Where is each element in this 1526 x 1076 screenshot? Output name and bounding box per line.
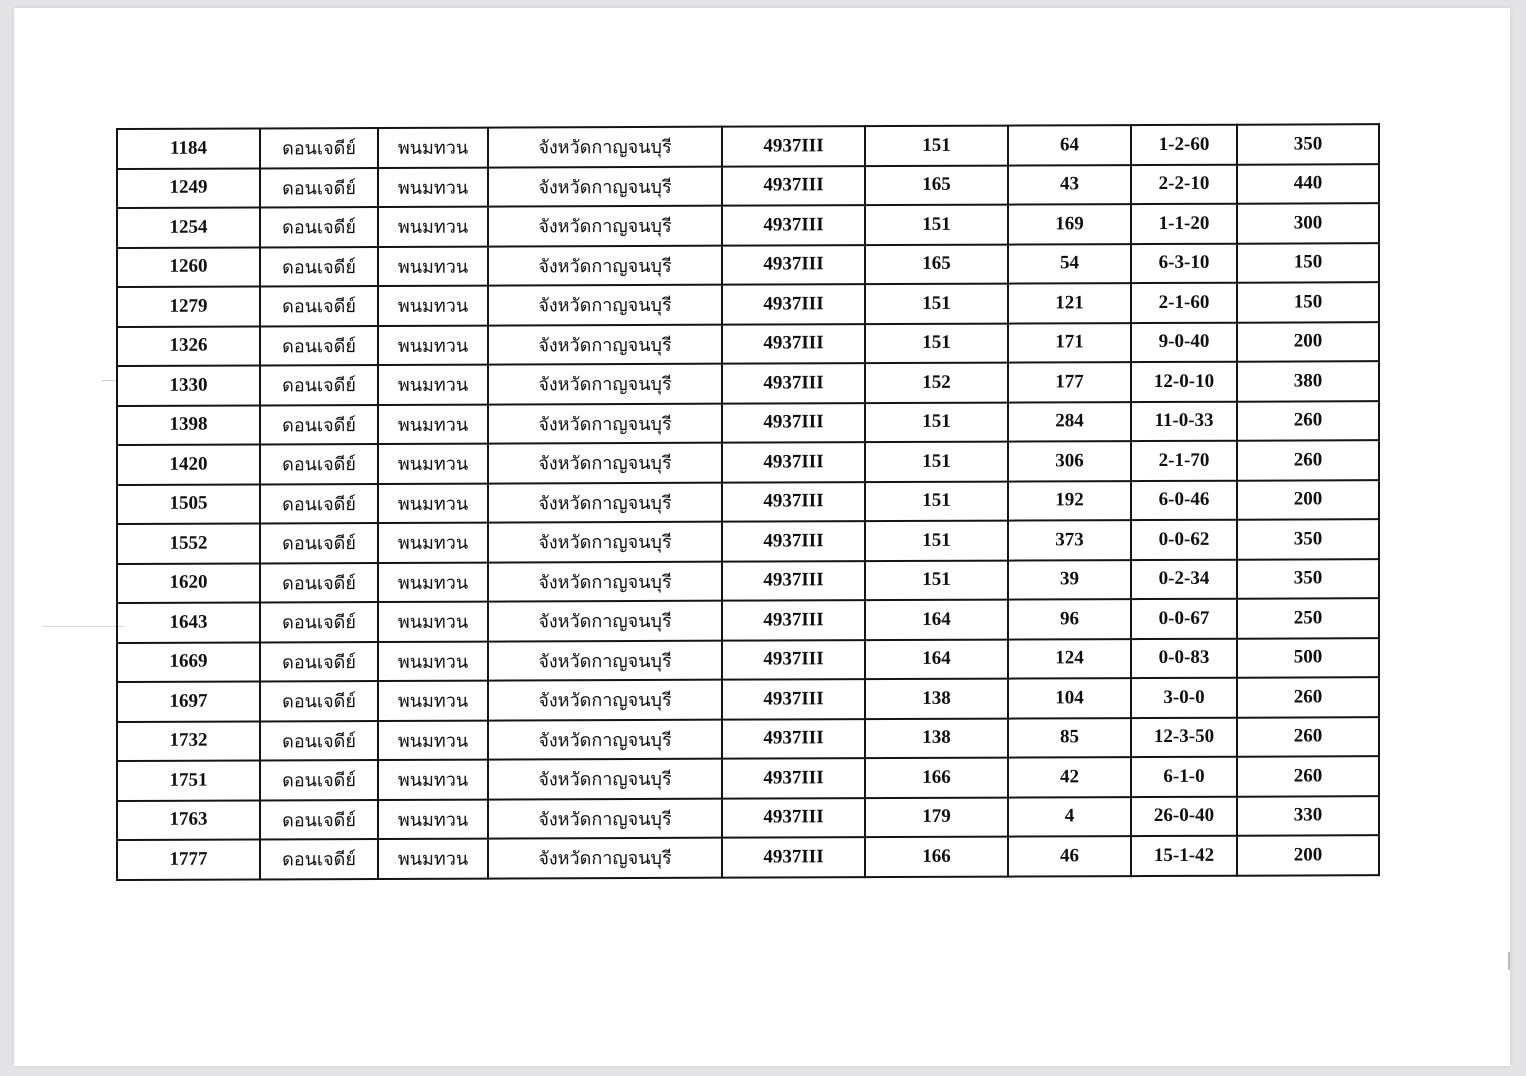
table-row [117, 796, 1379, 840]
survey-page-cell: 43 [1008, 165, 1131, 205]
subdistrict-cell: ดอนเจดีย์ [260, 483, 378, 523]
area-rai-ngan-wa-cell: 11-0-33 [1131, 401, 1237, 441]
parcel-number-cell: 1505 [117, 484, 260, 524]
district-cell: พนมทวน [378, 681, 488, 721]
price-cell: 200 [1237, 322, 1379, 362]
table-row [117, 282, 1379, 326]
price-cell: 500 [1237, 638, 1379, 678]
province-cell: จังหวัดกาญจนบุรี [488, 206, 722, 246]
sheet-index-cell: 165 [865, 165, 1008, 205]
map-sheet-cell: 4937III [722, 166, 865, 206]
area-rai-ngan-wa-cell: 6-3-10 [1131, 243, 1237, 283]
area-rai-ngan-wa-cell: 6-1-0 [1131, 757, 1237, 797]
subdistrict-cell: ดอนเจดีย์ [260, 325, 378, 365]
map-sheet-cell: 4937III [722, 837, 865, 877]
table-row [117, 835, 1379, 879]
sheet-index-cell: 164 [865, 600, 1008, 640]
scan-artifact-line [42, 626, 124, 627]
area-rai-ngan-wa-cell: 9-0-40 [1131, 322, 1237, 362]
price-cell: 350 [1237, 519, 1379, 559]
survey-page-cell: 64 [1008, 125, 1131, 165]
district-cell: พนมทวน [378, 799, 488, 839]
parcel-number-cell: 1732 [117, 721, 260, 761]
subdistrict-cell: ดอนเจดีย์ [260, 365, 378, 405]
table-row [117, 322, 1379, 366]
parcel-number-cell: 1260 [117, 247, 260, 287]
province-cell: จังหวัดกาญจนบุรี [488, 364, 722, 404]
sheet-index-cell: 151 [865, 205, 1008, 245]
survey-page-cell: 42 [1008, 757, 1131, 797]
area-rai-ngan-wa-cell: 12-3-50 [1131, 717, 1237, 757]
survey-page-cell: 54 [1008, 244, 1131, 284]
map-sheet-cell: 4937III [722, 205, 865, 245]
subdistrict-cell: ดอนเจดีย์ [260, 720, 378, 760]
map-sheet-cell: 4937III [722, 126, 865, 166]
area-rai-ngan-wa-cell: 26-0-40 [1131, 796, 1237, 836]
map-sheet-cell: 4937III [722, 403, 865, 443]
province-cell: จังหวัดกาญจนบุรี [488, 719, 722, 759]
district-cell: พนมทวน [378, 760, 488, 800]
district-cell: พนมทวน [378, 720, 488, 760]
parcel-number-cell: 1697 [117, 681, 260, 721]
table-row [117, 559, 1379, 603]
survey-page-cell: 96 [1008, 599, 1131, 639]
area-rai-ngan-wa-cell: 1-1-20 [1131, 204, 1237, 244]
area-rai-ngan-wa-cell: 0-0-62 [1131, 520, 1237, 560]
area-rai-ngan-wa-cell: 0-0-67 [1131, 599, 1237, 639]
price-cell: 330 [1237, 796, 1379, 836]
sheet-index-cell: 138 [865, 718, 1008, 758]
parcel-number-cell: 1279 [117, 286, 260, 326]
subdistrict-cell: ดอนเจดีย์ [260, 602, 378, 642]
province-cell: จังหวัดกาญจนบุรี [488, 640, 722, 680]
sheet-index-cell: 151 [865, 521, 1008, 561]
district-cell: พนมทวน [378, 167, 488, 207]
area-rai-ngan-wa-cell: 15-1-42 [1131, 836, 1237, 876]
survey-page-cell: 124 [1008, 639, 1131, 679]
table-row [117, 164, 1379, 208]
district-cell: พนมทวน [378, 523, 488, 563]
district-cell: พนมทวน [378, 602, 488, 642]
area-rai-ngan-wa-cell: 1-2-60 [1131, 125, 1237, 165]
subdistrict-cell: ดอนเจดีย์ [260, 404, 378, 444]
table-row [117, 480, 1379, 524]
province-cell: จังหวัดกาญจนบุรี [488, 482, 722, 522]
subdistrict-cell: ดอนเจดีย์ [260, 799, 378, 839]
sheet-index-cell: 151 [865, 442, 1008, 482]
subdistrict-cell: ดอนเจดีย์ [260, 562, 378, 602]
parcel-number-cell: 1643 [117, 602, 260, 642]
table-row [117, 243, 1379, 287]
sheet-index-cell: 151 [865, 284, 1008, 324]
survey-page-cell: 177 [1008, 362, 1131, 402]
parcel-number-cell: 1620 [117, 563, 260, 603]
parcel-number-cell: 1254 [117, 207, 260, 247]
price-cell: 260 [1237, 401, 1379, 441]
province-cell: จังหวัดกาญจนบุรี [488, 245, 722, 285]
parcel-number-cell: 1398 [117, 405, 260, 445]
table-row [117, 203, 1379, 247]
sheet-index-cell: 179 [865, 797, 1008, 837]
table-row [117, 756, 1379, 800]
price-cell: 250 [1237, 598, 1379, 638]
district-cell: พนมทวน [378, 562, 488, 602]
province-cell: จังหวัดกาญจนบุรี [488, 403, 722, 443]
area-rai-ngan-wa-cell: 0-2-34 [1131, 559, 1237, 599]
price-cell: 350 [1237, 559, 1379, 599]
document-page [14, 8, 1510, 1066]
survey-page-cell: 284 [1008, 402, 1131, 442]
parcel-number-cell: 1777 [117, 839, 260, 879]
subdistrict-cell: ดอนเจดีย์ [260, 444, 378, 484]
map-sheet-cell: 4937III [722, 363, 865, 403]
province-cell: จังหวัดกาญจนบุรี [488, 324, 722, 364]
map-sheet-cell: 4937III [722, 561, 865, 601]
subdistrict-cell: ดอนเจดีย์ [260, 167, 378, 207]
sheet-index-cell: 166 [865, 758, 1008, 798]
survey-page-cell: 373 [1008, 520, 1131, 560]
parcel-number-cell: 1763 [117, 800, 260, 840]
district-cell: พนมทวน [378, 483, 488, 523]
district-cell: พนมทวน [378, 207, 488, 247]
survey-page-cell: 169 [1008, 204, 1131, 244]
sheet-index-cell: 151 [865, 323, 1008, 363]
map-sheet-cell: 4937III [722, 521, 865, 561]
district-cell: พนมทวน [378, 641, 488, 681]
survey-page-cell: 46 [1008, 836, 1131, 876]
province-cell: จังหวัดกาญจนบุรี [488, 798, 722, 838]
area-rai-ngan-wa-cell: 2-2-10 [1131, 164, 1237, 204]
table-row [117, 519, 1379, 563]
table-row [117, 598, 1379, 642]
subdistrict-cell: ดอนเจดีย์ [260, 286, 378, 326]
province-cell: จังหวัดกาญจนบุรี [488, 838, 722, 878]
map-sheet-cell: 4937III [722, 442, 865, 482]
price-cell: 200 [1237, 835, 1379, 875]
district-cell: พนมทวน [378, 365, 488, 405]
district-cell: พนมทวน [378, 404, 488, 444]
survey-page-cell: 39 [1008, 560, 1131, 600]
district-cell: พนมทวน [378, 246, 488, 286]
sheet-index-cell: 151 [865, 560, 1008, 600]
map-sheet-cell: 4937III [722, 758, 865, 798]
parcel-number-cell: 1249 [117, 168, 260, 208]
province-cell: จังหวัดกาญจนบุรี [488, 601, 722, 641]
map-sheet-cell: 4937III [722, 482, 865, 522]
district-cell: พนมทวน [378, 444, 488, 484]
parcel-number-cell: 1669 [117, 642, 260, 682]
province-cell: จังหวัดกาญจนบุรี [488, 127, 722, 167]
price-cell: 440 [1237, 164, 1379, 204]
parcel-number-cell: 1184 [117, 128, 260, 168]
map-sheet-cell: 4937III [722, 679, 865, 719]
district-cell: พนมทวน [378, 286, 488, 326]
table-row [117, 124, 1379, 168]
subdistrict-cell: ดอนเจดีย์ [260, 128, 378, 168]
parcel-number-cell: 1326 [117, 326, 260, 366]
table-row [117, 717, 1379, 761]
sheet-index-cell: 166 [865, 837, 1008, 877]
sheet-index-cell: 138 [865, 679, 1008, 719]
price-cell: 150 [1237, 243, 1379, 283]
table-row [117, 440, 1379, 484]
sheet-index-cell: 164 [865, 639, 1008, 679]
area-rai-ngan-wa-cell: 2-1-60 [1131, 283, 1237, 323]
subdistrict-cell: ดอนเจดีย์ [260, 246, 378, 286]
survey-page-cell: 4 [1008, 797, 1131, 837]
sheet-index-cell: 151 [865, 126, 1008, 166]
area-rai-ngan-wa-cell: 2-1-70 [1131, 441, 1237, 481]
district-cell: พนมทวน [378, 128, 488, 168]
area-rai-ngan-wa-cell: 3-0-0 [1131, 678, 1237, 718]
district-cell: พนมทวน [378, 839, 488, 879]
area-rai-ngan-wa-cell: 0-0-83 [1131, 638, 1237, 678]
land-parcel-table [116, 123, 1380, 880]
area-rai-ngan-wa-cell: 6-0-46 [1131, 480, 1237, 520]
parcel-number-cell: 1552 [117, 523, 260, 563]
price-cell: 350 [1237, 124, 1379, 164]
map-sheet-cell: 4937III [722, 719, 865, 759]
table-row [117, 361, 1379, 405]
table-body [117, 124, 1379, 879]
parcel-number-cell: 1420 [117, 444, 260, 484]
sheet-index-cell: 152 [865, 363, 1008, 403]
parcel-number-cell: 1330 [117, 365, 260, 405]
map-sheet-cell: 4937III [722, 245, 865, 285]
province-cell: จังหวัดกาญจนบุรี [488, 561, 722, 601]
price-cell: 380 [1237, 361, 1379, 401]
province-cell: จังหวัดกาญจนบุรี [488, 166, 722, 206]
survey-page-cell: 192 [1008, 481, 1131, 521]
area-rai-ngan-wa-cell: 12-0-10 [1131, 362, 1237, 402]
price-cell: 260 [1237, 440, 1379, 480]
price-cell: 200 [1237, 480, 1379, 520]
table-row [117, 401, 1379, 445]
survey-page-cell: 121 [1008, 283, 1131, 323]
sheet-index-cell: 151 [865, 481, 1008, 521]
price-cell: 300 [1237, 203, 1379, 243]
province-cell: จังหวัดกาญจนบุรี [488, 285, 722, 325]
subdistrict-cell: ดอนเจดีย์ [260, 681, 378, 721]
subdistrict-cell: ดอนเจดีย์ [260, 523, 378, 563]
province-cell: จังหวัดกาญจนบุรี [488, 759, 722, 799]
subdistrict-cell: ดอนเจดีย์ [260, 641, 378, 681]
sheet-index-cell: 165 [865, 244, 1008, 284]
subdistrict-cell: ดอนเจดีย์ [260, 760, 378, 800]
province-cell: จังหวัดกาญจนบุรี [488, 443, 722, 483]
map-sheet-cell: 4937III [722, 324, 865, 364]
scan-artifact-tick [102, 380, 116, 381]
survey-page-cell: 171 [1008, 323, 1131, 363]
subdistrict-cell: ดอนเจดีย์ [260, 839, 378, 879]
map-sheet-cell: 4937III [722, 284, 865, 324]
survey-page-cell: 85 [1008, 718, 1131, 758]
table-row [117, 677, 1379, 721]
scan-artifact-edge [1508, 952, 1510, 970]
province-cell: จังหวัดกาญจนบุรี [488, 522, 722, 562]
price-cell: 150 [1237, 282, 1379, 322]
district-cell: พนมทวน [378, 325, 488, 365]
survey-page-cell: 306 [1008, 441, 1131, 481]
table-row [117, 638, 1379, 682]
subdistrict-cell: ดอนเจดีย์ [260, 207, 378, 247]
sheet-index-cell: 151 [865, 402, 1008, 442]
survey-page-cell: 104 [1008, 678, 1131, 718]
parcel-number-cell: 1751 [117, 760, 260, 800]
map-sheet-cell: 4937III [722, 600, 865, 640]
map-sheet-cell: 4937III [722, 640, 865, 680]
price-cell: 260 [1237, 677, 1379, 717]
price-cell: 260 [1237, 756, 1379, 796]
price-cell: 260 [1237, 717, 1379, 757]
province-cell: จังหวัดกาญจนบุรี [488, 680, 722, 720]
map-sheet-cell: 4937III [722, 798, 865, 838]
